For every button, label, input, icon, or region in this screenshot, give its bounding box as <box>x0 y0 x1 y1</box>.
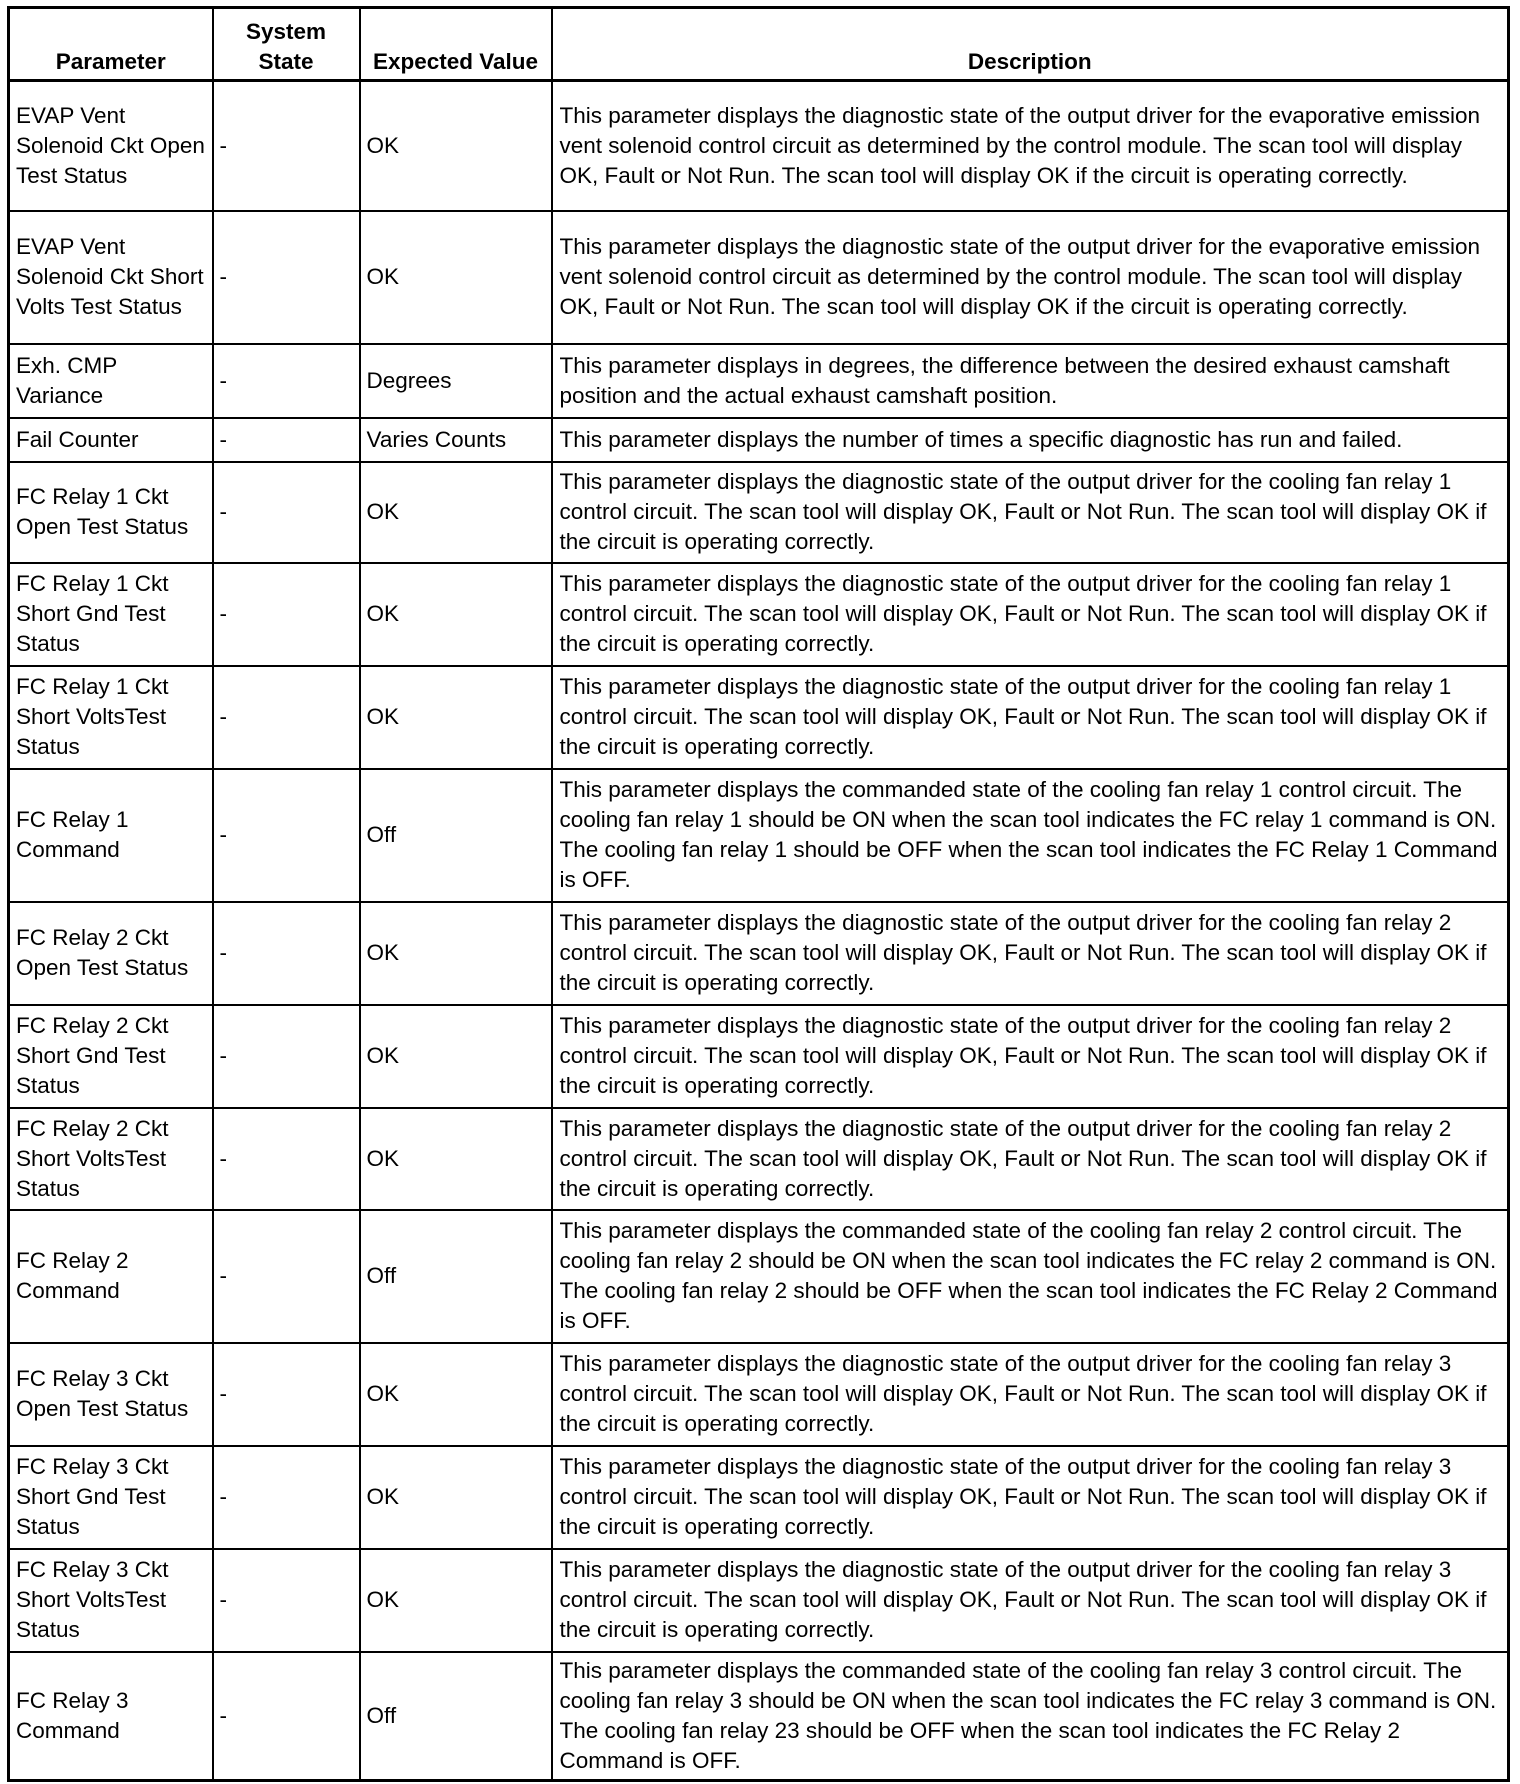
system-state-cell: - <box>213 211 360 344</box>
system-state-cell: - <box>213 462 360 563</box>
table-row <box>9 902 1509 1005</box>
table-row <box>9 418 1509 462</box>
parameter-cell: FC Relay 1 Ckt Open Test Status <box>9 462 213 563</box>
description-cell: This parameter displays the commanded state of the cooling fan relay 2 control circuit. The cooling fan relay 2 should be ON when the scan tool indicates the FC relay 2 command is ON. The cooling fan relay 2 should be OFF when the scan tool indicates the FC Relay 2 Command is OFF. <box>552 1210 1509 1343</box>
expected-value-cell: OK <box>360 1005 552 1108</box>
system-state-cell: - <box>213 1343 360 1446</box>
parameter-cell: FC Relay 1 Command <box>9 769 213 902</box>
parameter-cell: EVAP Vent Solenoid Ckt Open Test Status <box>9 81 213 211</box>
expected-value-cell: Off <box>360 1652 552 1781</box>
expected-value-cell: OK <box>360 81 552 211</box>
table-row <box>9 666 1509 769</box>
system-state-cell: - <box>213 1108 360 1210</box>
parameter-table <box>7 6 1510 1782</box>
system-state-cell: - <box>213 344 360 418</box>
table-row <box>9 462 1509 563</box>
description-cell: This parameter displays the diagnostic state of the output driver for the cooling fan relay 1 control circuit. The scan tool will display OK, Fault or Not Run. The scan tool will display OK if the circuit is operating correctly. <box>552 666 1509 769</box>
parameter-cell: FC Relay 2 Command <box>9 1210 213 1343</box>
system-state-cell: - <box>213 563 360 666</box>
description-cell: This parameter displays the diagnostic state of the output driver for the cooling fan relay 2 control circuit. The scan tool will display OK, Fault or Not Run. The scan tool will display OK if the circuit is operating correctly. <box>552 902 1509 1005</box>
table-row <box>9 1343 1509 1446</box>
parameter-cell: FC Relay 2 Ckt Short VoltsTest Status <box>9 1108 213 1210</box>
parameter-cell: FC Relay 1 Ckt Short VoltsTest Status <box>9 666 213 769</box>
system-state-cell: - <box>213 1446 360 1549</box>
expected-value-cell: OK <box>360 1343 552 1446</box>
description-cell: This parameter displays the diagnostic state of the output driver for the cooling fan relay 3 control circuit. The scan tool will display OK, Fault or Not Run. The scan tool will display OK if the circuit is operating correctly. <box>552 1343 1509 1446</box>
parameter-cell: Fail Counter <box>9 418 213 462</box>
expected-value-cell: Varies Counts <box>360 418 552 462</box>
table-row <box>9 1652 1509 1781</box>
header-system-state: System State <box>213 8 360 81</box>
description-cell: This parameter displays the diagnostic state of the output driver for the cooling fan relay 3 control circuit. The scan tool will display OK, Fault or Not Run. The scan tool will display OK if the circuit is operating correctly. <box>552 1446 1509 1549</box>
expected-value-cell: OK <box>360 211 552 344</box>
header-description: Description <box>552 8 1509 81</box>
expected-value-cell: OK <box>360 902 552 1005</box>
expected-value-cell: Degrees <box>360 344 552 418</box>
expected-value-cell: OK <box>360 1108 552 1210</box>
table-row <box>9 769 1509 902</box>
table-row <box>9 211 1509 344</box>
description-cell: This parameter displays the diagnostic state of the output driver for the cooling fan relay 1 control circuit. The scan tool will display OK, Fault or Not Run. The scan tool will display OK if the circuit is operating correctly. <box>552 563 1509 666</box>
parameter-cell: FC Relay 3 Ckt Open Test Status <box>9 1343 213 1446</box>
system-state-cell: - <box>213 81 360 211</box>
description-cell: This parameter displays the diagnostic state of the output driver for the evaporative emission vent solenoid control circuit as determined by the control module. The scan tool will display OK, Fault or Not Run. The scan tool will display OK if the circuit is operating correctly. <box>552 211 1509 344</box>
system-state-cell: - <box>213 666 360 769</box>
header-parameter: Parameter <box>9 8 213 81</box>
parameter-cell: EVAP Vent Solenoid Ckt Short Volts Test Status <box>9 211 213 344</box>
expected-value-cell: OK <box>360 1446 552 1549</box>
parameter-cell: FC Relay 2 Ckt Open Test Status <box>9 902 213 1005</box>
expected-value-cell: Off <box>360 769 552 902</box>
table-row <box>9 81 1509 211</box>
parameter-cell: FC Relay 3 Ckt Short Gnd Test Status <box>9 1446 213 1549</box>
header-expected-value: Expected Value <box>360 8 552 81</box>
table-row <box>9 1549 1509 1652</box>
expected-value-cell: OK <box>360 666 552 769</box>
system-state-cell: - <box>213 902 360 1005</box>
description-cell: This parameter displays the diagnostic state of the output driver for the cooling fan relay 2 control circuit. The scan tool will display OK, Fault or Not Run. The scan tool will display OK if the circuit is operating correctly. <box>552 1108 1509 1210</box>
description-cell: This parameter displays the diagnostic state of the output driver for the cooling fan relay 3 control circuit. The scan tool will display OK, Fault or Not Run. The scan tool will display OK if the circuit is operating correctly. <box>552 1549 1509 1652</box>
expected-value-cell: OK <box>360 1549 552 1652</box>
system-state-cell: - <box>213 1005 360 1108</box>
description-cell: This parameter displays the diagnostic state of the output driver for the cooling fan relay 2 control circuit. The scan tool will display OK, Fault or Not Run. The scan tool will display OK if the circuit is operating correctly. <box>552 1005 1509 1108</box>
system-state-cell: - <box>213 769 360 902</box>
table-row <box>9 1108 1509 1210</box>
parameter-cell: FC Relay 3 Ckt Short VoltsTest Status <box>9 1549 213 1652</box>
description-cell: This parameter displays in degrees, the difference between the desired exhaust camshaft position and the actual exhaust camshaft position. <box>552 344 1509 418</box>
description-cell: This parameter displays the number of times a specific diagnostic has run and failed. <box>552 418 1509 462</box>
expected-value-cell: OK <box>360 462 552 563</box>
system-state-cell: - <box>213 1210 360 1343</box>
expected-value-cell: Off <box>360 1210 552 1343</box>
table-row <box>9 563 1509 666</box>
system-state-cell: - <box>213 1652 360 1781</box>
description-cell: This parameter displays the diagnostic state of the output driver for the evaporative emission vent solenoid control circuit as determined by the control module. The scan tool will display OK, Fault or Not Run. The scan tool will display OK if the circuit is operating correctly. <box>552 81 1509 211</box>
description-cell: This parameter displays the commanded state of the cooling fan relay 1 control circuit. The cooling fan relay 1 should be ON when the scan tool indicates the FC relay 1 command is ON. The cooling fan relay 1 should be OFF when the scan tool indicates the FC Relay 1 Command is OFF. <box>552 769 1509 902</box>
parameter-cell: FC Relay 3 Command <box>9 1652 213 1781</box>
table-row <box>9 1005 1509 1108</box>
expected-value-cell: OK <box>360 563 552 666</box>
parameter-cell: FC Relay 2 Ckt Short Gnd Test Status <box>9 1005 213 1108</box>
system-state-cell: - <box>213 1549 360 1652</box>
system-state-cell: - <box>213 418 360 462</box>
parameter-cell: Exh. CMP Variance <box>9 344 213 418</box>
header-row <box>9 8 1509 81</box>
table-row <box>9 344 1509 418</box>
description-cell: This parameter displays the commanded state of the cooling fan relay 3 control circuit. The cooling fan relay 3 should be ON when the scan tool indicates the FC relay 3 command is ON. The cooling fan relay 23 should be OFF when the scan tool indicates the FC Relay 2 Command is OFF. <box>552 1652 1509 1781</box>
description-cell: This parameter displays the diagnostic state of the output driver for the cooling fan relay 1 control circuit. The scan tool will display OK, Fault or Not Run. The scan tool will display OK if the circuit is operating correctly. <box>552 462 1509 563</box>
table-row <box>9 1446 1509 1549</box>
parameter-cell: FC Relay 1 Ckt Short Gnd Test Status <box>9 563 213 666</box>
table-row <box>9 1210 1509 1343</box>
